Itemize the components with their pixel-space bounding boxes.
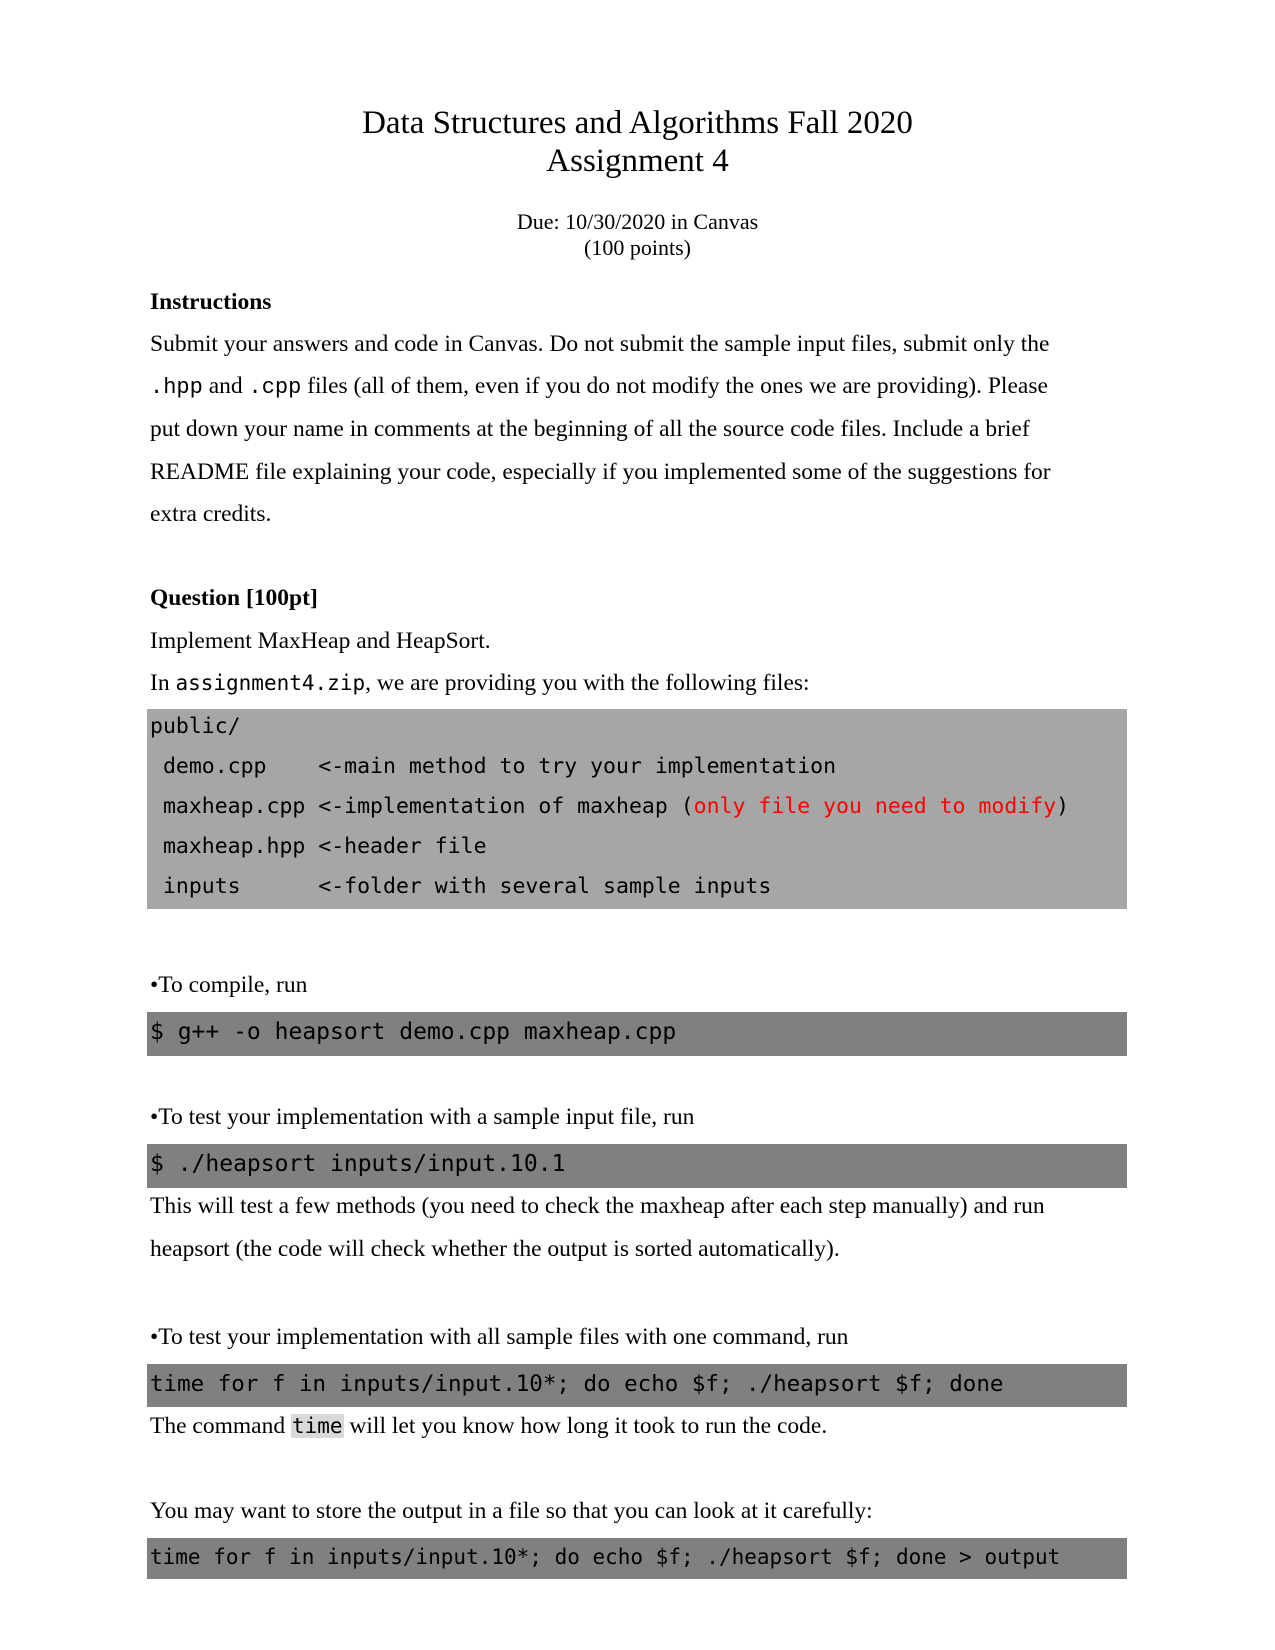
instructions-line-1: Submit your answers and code in Canvas. Do not submit the sample input files, submit only the [150, 331, 1050, 357]
question-line-1: Implement MaxHeap and HeapSort. [150, 628, 491, 654]
file-desc: <-implementation of maxheap ( [318, 794, 694, 819]
doc-title-line1: Data Structures and Algorithms Fall 2020 [362, 105, 913, 141]
modify-note: only file you need to modify [693, 794, 1057, 819]
time-note [150, 1412, 827, 1440]
due-date: Due: 10/30/2020 in Canvas [516, 209, 759, 234]
instructions-line-4: README file explaining your code, especially if you implemented some of the suggestions for [150, 459, 1051, 485]
time-note-pre: The command [150, 1413, 291, 1439]
file-name: maxheap.cpp [150, 794, 319, 819]
file-name: maxheap.hpp [150, 834, 319, 859]
all-files-label: •To test your implementation with all sample files with one command, run [150, 1324, 849, 1350]
test-label: •To test your implementation with a sample input file, run [150, 1104, 695, 1130]
file-row [150, 793, 1069, 821]
all-files-command-block [147, 1364, 1127, 1407]
files-code-block [147, 709, 1127, 909]
time-code: time [291, 1414, 343, 1438]
cpp-code: .cpp [248, 375, 302, 400]
store-output-label: You may want to store the output in a file so that you can look at it carefully: [150, 1498, 873, 1524]
store-output-command-block [147, 1538, 1127, 1579]
file-name: demo.cpp [150, 754, 319, 779]
instructions-line-2-rest: files (all of them, even if you do not modify the ones we are providing). Please [301, 373, 1048, 399]
test-desc-line-2: heapsort (the code will check whether the output is sorted automatically). [150, 1236, 840, 1262]
zip-filename: assignment4.zip [175, 671, 366, 695]
test-desc-line-1: This will test a few methods (you need to check the maxheap after each step manually) and run [150, 1193, 1045, 1219]
instructions-line-2 [150, 372, 1048, 402]
store-output-command: time for f in inputs/input.10*; do echo $f; ./heapsort $f; done > output [150, 1545, 1061, 1569]
question-line-2-pre: In [150, 670, 176, 696]
files-root: public/ [150, 714, 241, 739]
file-desc: <-folder with several sample inputs [318, 874, 772, 899]
question-line-2-post: , we are providing you with the following files: [365, 670, 810, 696]
instructions-and: and [202, 373, 249, 399]
doc-title-line2: Assignment 4 [546, 143, 729, 179]
file-row [150, 873, 771, 901]
instructions-line-3: put down your name in comments at the beginning of all the source code files. Include a brief [150, 416, 1030, 442]
instructions-line-5: extra credits. [150, 501, 272, 527]
question-heading: Question [100pt] [150, 585, 318, 611]
instructions-heading: Instructions [150, 289, 272, 315]
test-command-block [147, 1144, 1127, 1188]
file-row [150, 753, 836, 781]
hpp-code: .hpp [150, 375, 203, 400]
compile-command: $ g++ -o heapsort demo.cpp maxheap.cpp [150, 1019, 677, 1045]
file-desc-tail: ) [1056, 794, 1070, 819]
points: (100 points) [584, 235, 691, 260]
file-desc: <-header file [318, 834, 487, 859]
file-desc: <-main method to try your implementation [318, 754, 837, 779]
compile-command-block [147, 1012, 1127, 1056]
file-row [150, 833, 487, 861]
time-note-post: will let you know how long it took to run the code. [343, 1413, 828, 1439]
question-line-2 [150, 669, 810, 697]
file-name: inputs [150, 874, 319, 899]
compile-label: •To compile, run [150, 972, 308, 998]
test-command: $ ./heapsort inputs/input.10.1 [150, 1151, 566, 1177]
all-files-command: time for f in inputs/input.10*; do echo $f; ./heapsort $f; done [150, 1371, 1004, 1397]
